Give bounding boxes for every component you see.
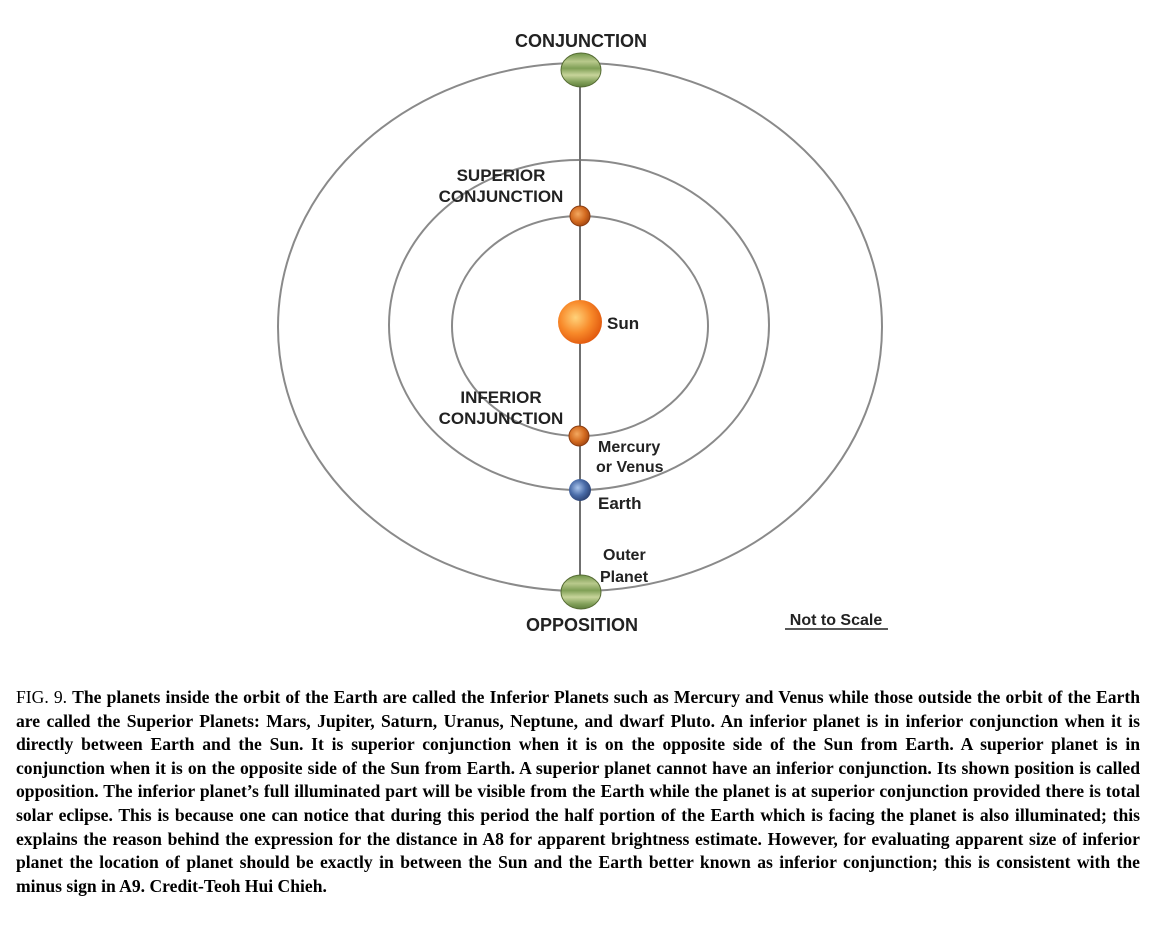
inferior-conjunction-label-line2: CONJUNCTION — [438, 409, 564, 428]
sun — [558, 300, 602, 344]
inner-planet-inferior — [569, 426, 589, 446]
superior-conjunction-label-line1: SUPERIOR — [456, 166, 546, 185]
inferior-conjunction-label-line1: INFERIOR — [460, 388, 542, 407]
earth-label: Earth — [598, 494, 642, 513]
opposition-label: OPPOSITION — [525, 615, 639, 635]
inner-planet-superior — [570, 206, 590, 226]
mercury-venus-label-line1: Mercury — [598, 439, 661, 456]
outer-planet-label-line1: Outer — [603, 547, 646, 564]
outer-planet-opposition — [561, 575, 601, 609]
superior-conjunction-label-line2: CONJUNCTION — [438, 187, 564, 206]
outer-planet-label-line2: Planet — [600, 569, 649, 586]
not-to-scale-label: Not to Scale — [789, 612, 883, 629]
outer-planet-conjunction — [561, 53, 601, 87]
mercury-venus-label-line2: or Venus — [596, 459, 664, 476]
sun-label: Sun — [607, 314, 640, 333]
conjunction-label: CONJUNCTION — [514, 31, 648, 51]
figure-number: FIG. 9. — [16, 687, 68, 707]
earth — [569, 479, 591, 501]
figure-caption-text: The planets inside the orbit of the Earth are called the Inferior Planets such as Mercury and Venus while those outside the orbit of the Earth are called the Superior Planets: Mars, Jupiter, Saturn, Uranus, Neptune, and dwarf Pluto. An inferior planet is in inferior conjunction when it is directly between Earth and the Sun. It is superior conjunction when it is on the opposite side of the Sun from Earth. A superior planet is in conjunction when it is on the opposite side of the Sun from Earth. A superior planet cannot have an inferior conjunction. Its shown position is called opposition. The inferior planet’s full illuminated part will be visible from the Earth while the planet is at superior conjunction provided there is total solar eclipse. This is because one can notice that during this period the half portion of the Earth which is facing the planet is also illuminated; this explains the reason behind the expression for the distance in A8 for apparent brightness estimate. However, for evaluating apparent size of inferior planet the location of planet should be exactly in between the Sun and the Earth better known as inferior conjunction; this is consistent with the minus sign in A9. Credit-Teoh Hui Chieh. — [16, 687, 1140, 896]
figure-caption — [16, 686, 1140, 898]
